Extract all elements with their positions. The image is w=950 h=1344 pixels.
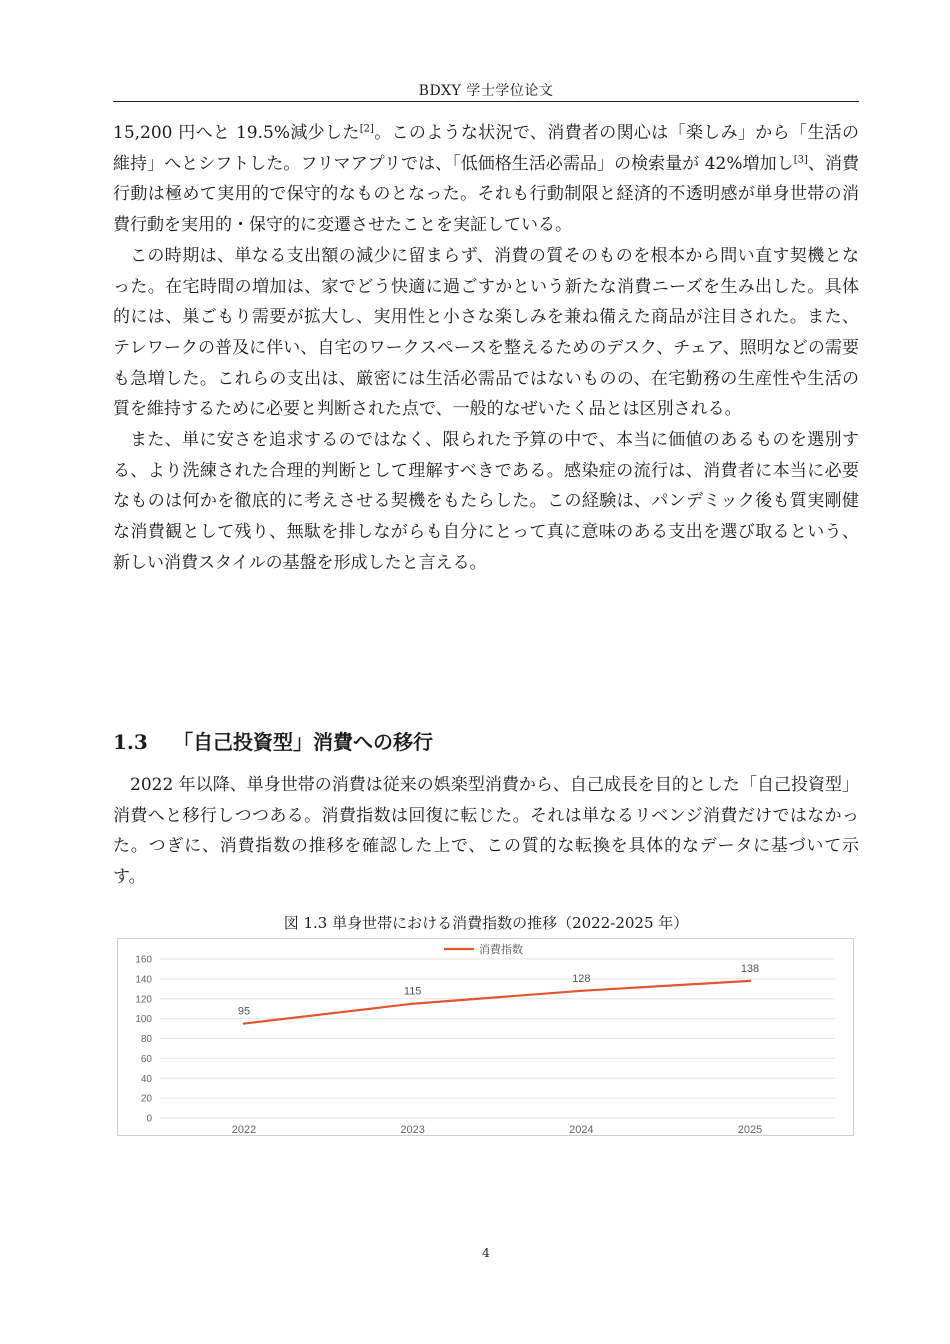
series-line [244, 981, 750, 1024]
body-paragraph [113, 118, 859, 241]
body-paragraph [113, 241, 859, 425]
figure-caption: 図 1.3 単身世帯における消費指数の推移（2022-2025 年） [283, 914, 689, 932]
chart-svg [118, 939, 853, 1135]
data-point [749, 980, 751, 982]
running-header: BDXY 学士学位论文 [418, 83, 554, 99]
y-tick-label: 160 [135, 954, 152, 966]
y-tick-label: 80 [140, 1034, 152, 1045]
legend-label: 消費指数 [479, 944, 523, 956]
data-point [411, 1003, 413, 1005]
data-label: 138 [740, 962, 760, 975]
paragraph-text: この時期は、単なる支出額の減少に留まらず、消費の質そのものを根本から問い直す契機となった。在宅時間の増加は、家でどう快適に過ごすかという新たな消費ニーズを生み出した。具体的には、巣ごもり需要が拡大し、実用性と小さな楽しみを兼ね備えた商品が注目された。また、テレワークの普及に伴い、自宅のワークスペースを整えるためのデスク、チェア、照明などの需要も急増した。これらの支出は、厳密には生活必需品ではないものの、在宅勤務の生産性や生活の質を維持するために必要と判断された点で、一般的なぜいたく品とは区別される。 [113, 245, 859, 420]
x-tick-label: 2023 [400, 1124, 425, 1135]
y-tick-label: 120 [135, 994, 152, 1006]
section-text [113, 770, 859, 893]
y-tick-label: 0 [146, 1113, 152, 1125]
section-paragraph: 2022 年以降、単身世帯の消費は従来の娯楽型消費から、自己成長を目的とした「自己投資型」消費へと移行しつつある。消費指数は回復に転じた。それは単なるリベンジ消費だけではなかった。つぎに、消費指数の推移を確認した上で、この質的な転換を具体的なデータに基づいて示す。 [113, 775, 859, 888]
x-tick-label: 2022 [231, 1124, 257, 1135]
y-tick-label: 20 [140, 1093, 152, 1105]
data-label: 115 [403, 985, 422, 998]
paragraph-text: 、消費行動は極めて実用的で保守的なものとなった。それも行動制限と経済的不透明感が単身世帯の消費行動を実用的・保守的に変遷させたことを実証している。 [113, 153, 860, 236]
section-heading [113, 726, 859, 755]
data-label: 95 [237, 1005, 251, 1018]
x-tick-label: 2025 [737, 1124, 763, 1135]
paragraph-text: また、単に安さを追求するのではなく、限られた予算の中で、本当に価値のあるものを選別する、より洗練された合理的判断として理解すべきである。感染症の流行は、消費者に本当に必要なものは何かを徹底的に考えさせる契機をもたらした。この経験は、パンデミック後も質実剛健な消費観として残り、無駄を排しながらも自分にとって真に意味のある支出を選び取るという、新しい消費スタイルの基盤を形成したと言える。 [113, 430, 859, 573]
paragraph-text: 15,200 円へと 19.5%減少した [113, 123, 360, 143]
y-tick-label: 60 [140, 1053, 152, 1065]
y-tick-label: 140 [135, 974, 152, 986]
citation-marker[interactable]: [3] [793, 154, 808, 166]
data-point [243, 1022, 245, 1024]
section-number: 1.3 [113, 730, 148, 754]
body-text [113, 118, 859, 579]
data-label: 128 [572, 972, 591, 985]
data-point [580, 990, 582, 992]
citation-marker[interactable]: [2] [359, 123, 374, 135]
y-tick-label: 100 [135, 1014, 152, 1026]
x-tick-label: 2024 [569, 1124, 594, 1135]
header-rule [113, 101, 859, 102]
section-title: 「自己投資型」消費への移行 [173, 730, 433, 754]
paragraph-text: 。このような状況で、消費者の関心は「楽しみ」から「生活の維持」へとシフトした。フリマアプリでは、「低価格生活必需品」の検索量が 42%増加し [113, 123, 859, 174]
line-chart [117, 938, 854, 1136]
page-number: 4 [482, 1246, 490, 1260]
y-tick-label: 40 [140, 1073, 152, 1085]
body-paragraph [113, 425, 859, 579]
